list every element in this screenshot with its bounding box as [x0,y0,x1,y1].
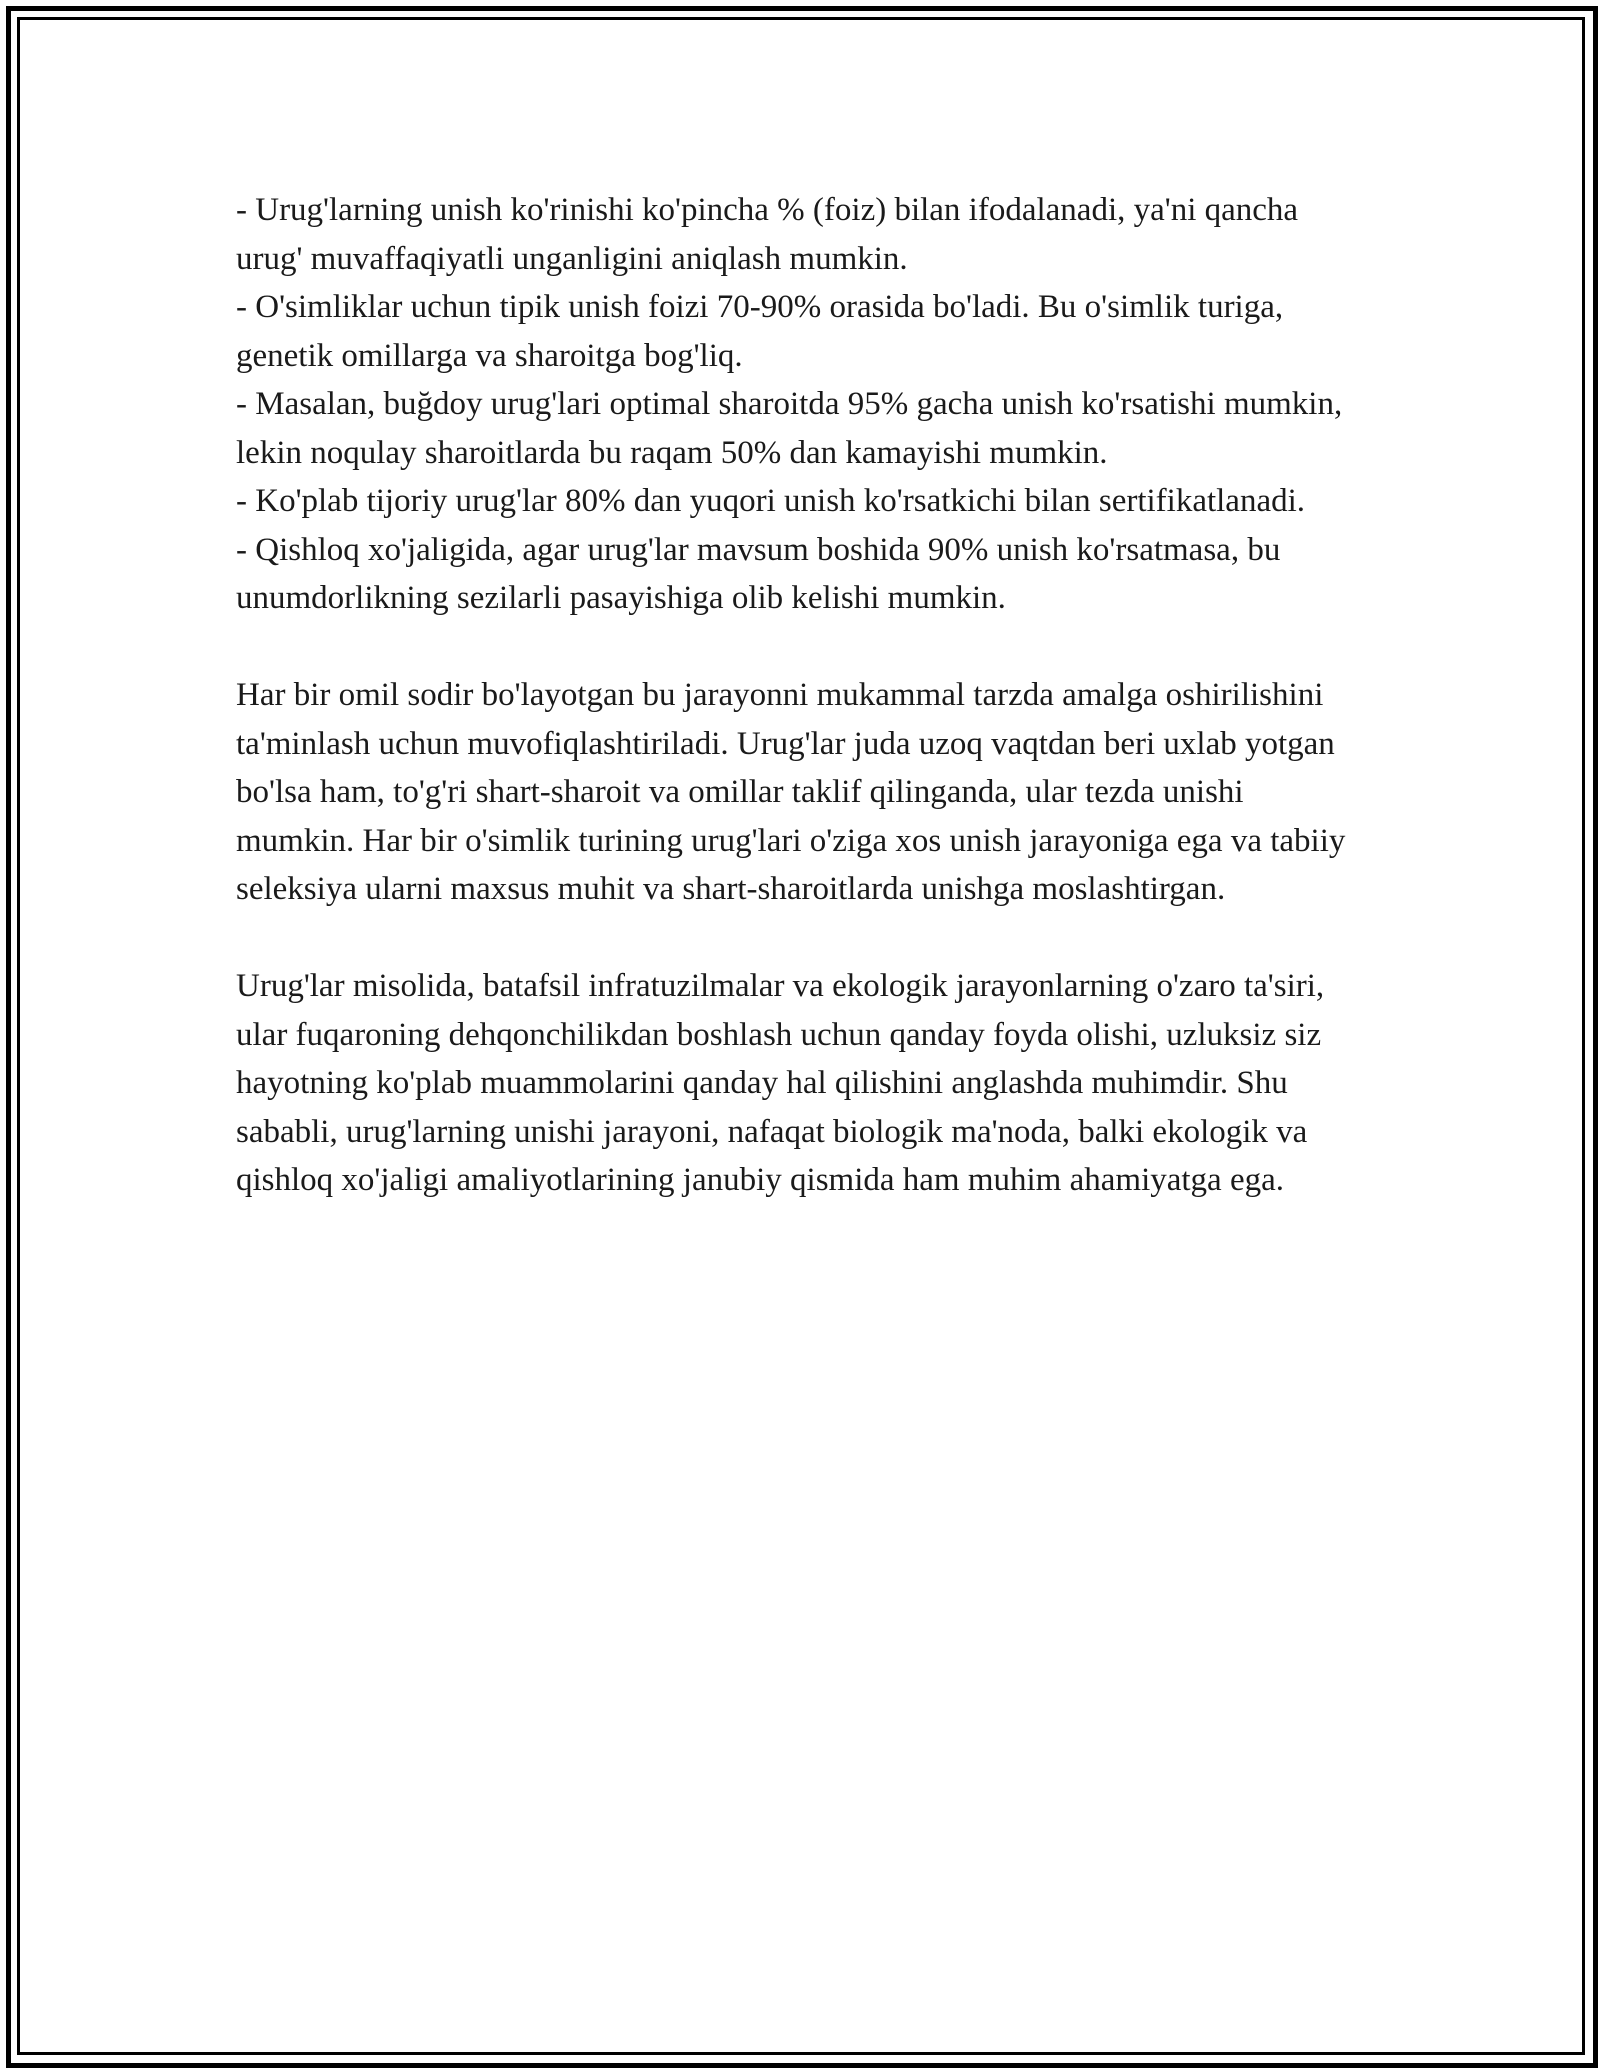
bullet-item: - O'simliklar uchun tipik unish foizi 70-90% orasida bo'ladi. Bu o'simlik turiga, genetik omillarga va sharoitga bog'liq. [236,289,1284,374]
bullet-item: - Masalan, buğdoy urug'lari optimal sharoitda 95% gacha unish ko'rsatishi mumkin, lekin noqulay sharoitlarda bu raqam 50% dan kamayishi mumkin. [236,386,1343,471]
bullet-item: - Qishloq xo'jaligida, agar urug'lar mavsum boshida 90% unish ko'rsatmasa, bu unumdorlikning sezilarli pasayishiga olib kelishi mumkin. [236,531,1281,616]
bullet-item: - Ko'plab tijoriy urug'lar 80% dan yuqori unish ko'rsatkichi bilan sertifikatlanadi. [236,483,1306,519]
paragraph: Urug'lar misolida, batafsil infratuzilmalar va ekologik jarayonlarning o'zaro ta'siri, ular fuqaroning dehqonchilikdan boshlash uchun qanday foyda olishi, uzluksiz siz hayotning ko'plab muammolarini qanday hal qilishini anglashda muhimdir. Shu sababli, urug'larning unishi jarayoni, nafaqat biologik ma'noda, balki ekologik va qishloq xo'jaligi amaliyotlarining janubiy qismida ham muhim ahamiyatga ega. [236,968,1325,1198]
bullet-item: - Urug'larning unish ko'rinishi ko'pincha % (foiz) bilan ifodalanadi, ya'ni qancha urug' muvaffaqiyatli unganligini aniqlash mumkin. [236,192,1299,277]
paragraph: Har bir omil sodir bo'layotgan bu jarayonni mukammal tarzda amalga oshirilishini ta'minlash uchun muvofiqlashtiriladi. Urug'lar juda uzoq vaqtdan beri uxlab yotgan bo'lsa ham, to'g'ri shart-sharoit va omillar taklif qilinganda, ular tezda unishi mumkin. Har bir o'simlik turining urug'lari o'ziga xos unish jarayoniga ega va tabiiy seleksiya ularni maxsus muhit va shart-sharoitlarda unishga moslashtirgan. [236,677,1346,907]
bullet-list [236,186,1366,623]
document-body [236,186,1366,1205]
